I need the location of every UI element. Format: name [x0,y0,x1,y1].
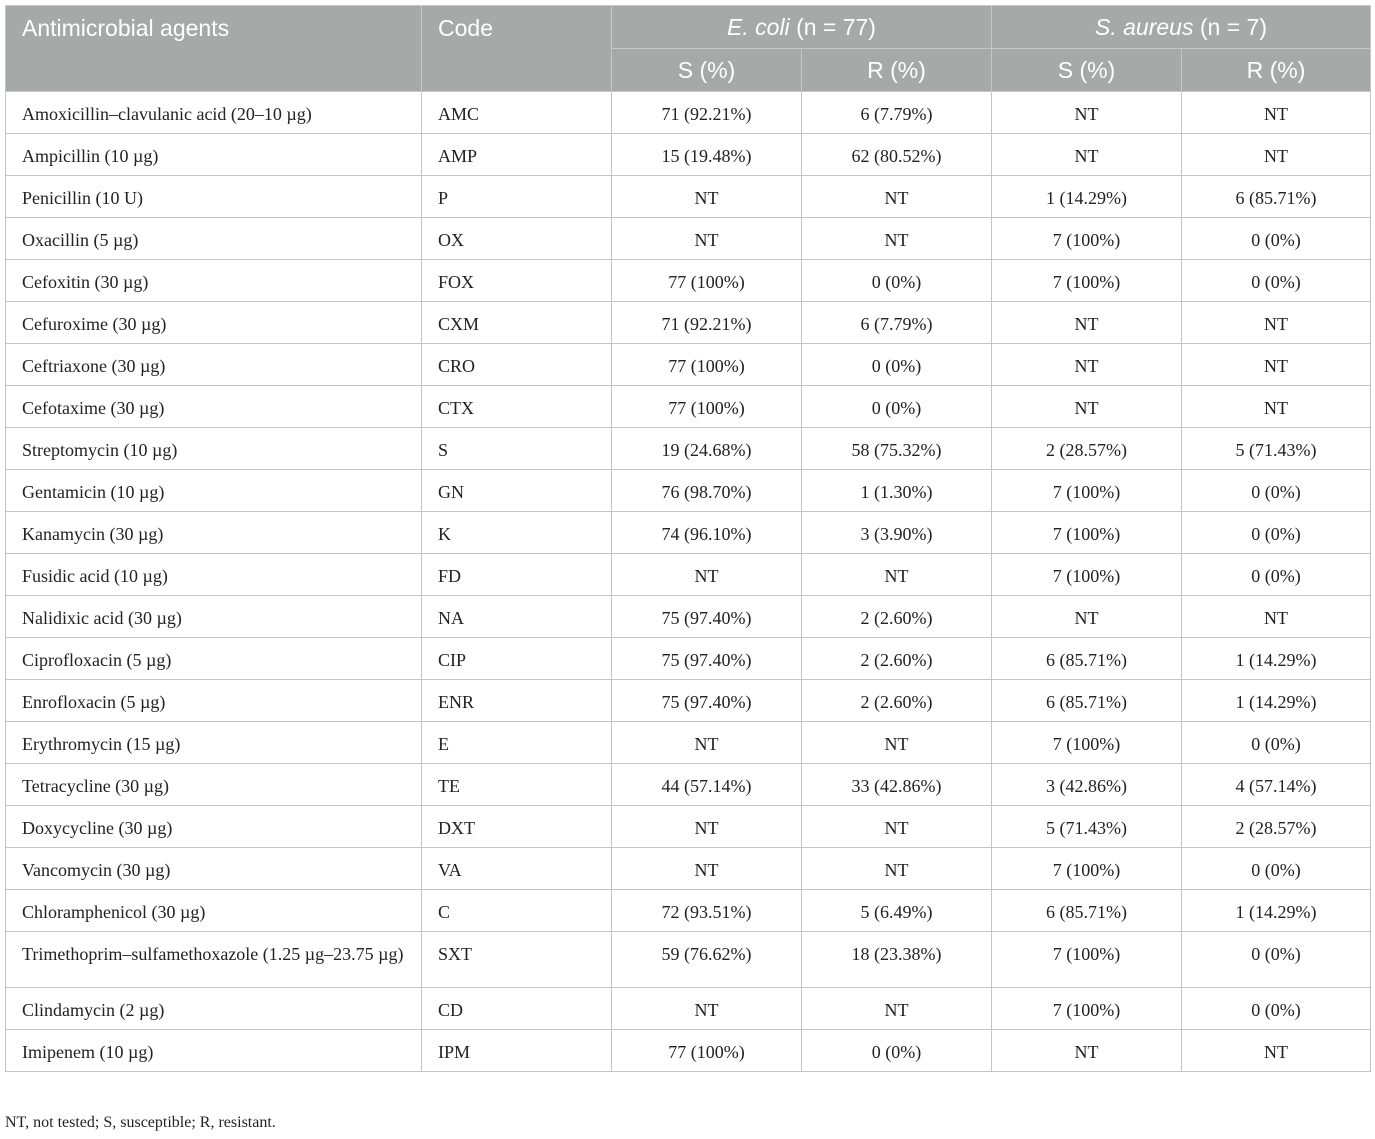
code-cell: VA [422,848,612,890]
code-cell: FOX [422,260,612,302]
table-row [6,344,1371,386]
ecoli-r-cell: NT [802,722,992,764]
header-antimicrobial-agents: Antimicrobial agents [6,6,422,92]
ecoli-r-cell: 0 (0%) [802,1030,992,1072]
ecoli-r-cell: 1 (1.30%) [802,470,992,512]
saureus-s-cell: NT [992,1030,1182,1072]
table-row [6,428,1371,470]
saureus-s-cell: NT [992,92,1182,134]
agent-cell: Ceftriaxone (30 µg) [6,344,422,386]
agent-cell: Enrofloxacin (5 µg) [6,680,422,722]
ecoli-s-cell: 76 (98.70%) [612,470,802,512]
agent-cell: Trimethoprim–sulfamethoxazole (1.25 µg–23.75 µg) [6,932,422,988]
table-row [6,92,1371,134]
table-row [6,988,1371,1030]
table-row [6,806,1371,848]
saureus-s-cell: NT [992,134,1182,176]
table-row [6,1030,1371,1072]
code-cell: CRO [422,344,612,386]
ecoli-r-cell: 6 (7.79%) [802,92,992,134]
agent-cell: Kanamycin (30 µg) [6,512,422,554]
saureus-r-cell: NT [1182,134,1371,176]
code-cell: E [422,722,612,764]
code-cell: CTX [422,386,612,428]
saureus-s-cell: 7 (100%) [992,470,1182,512]
table-row [6,554,1371,596]
table-row [6,386,1371,428]
code-cell: IPM [422,1030,612,1072]
saureus-r-cell: NT [1182,344,1371,386]
ecoli-s-cell: NT [612,848,802,890]
agent-cell: Streptomycin (10 µg) [6,428,422,470]
saureus-s-cell: 7 (100%) [992,218,1182,260]
agent-cell: Ciprofloxacin (5 µg) [6,638,422,680]
saureus-r-cell: 0 (0%) [1182,848,1371,890]
saureus-r-cell: 0 (0%) [1182,260,1371,302]
saureus-s-cell: 6 (85.71%) [992,680,1182,722]
saureus-r-cell: NT [1182,92,1371,134]
saureus-s-cell: 7 (100%) [992,988,1182,1030]
saureus-s-cell: 2 (28.57%) [992,428,1182,470]
saureus-r-cell: NT [1182,302,1371,344]
code-cell: GN [422,470,612,512]
table-row [6,764,1371,806]
header-ecoli-r: R (%) [802,49,992,92]
ecoli-s-cell: 77 (100%) [612,1030,802,1072]
header-code: Code [422,6,612,92]
header-ecoli-s: S (%) [612,49,802,92]
header-ecoli-group [612,6,992,49]
ecoli-r-cell: NT [802,988,992,1030]
saureus-s-cell: 5 (71.43%) [992,806,1182,848]
saureus-s-cell: NT [992,344,1182,386]
header-saureus-r: R (%) [1182,49,1371,92]
code-cell: CXM [422,302,612,344]
saureus-r-cell: 0 (0%) [1182,988,1371,1030]
susceptibility-table [5,5,1371,1072]
code-cell: SXT [422,932,612,988]
table-row [6,596,1371,638]
code-cell: S [422,428,612,470]
ecoli-s-cell: NT [612,176,802,218]
agent-cell: Nalidixic acid (30 µg) [6,596,422,638]
agent-cell: Erythromycin (15 µg) [6,722,422,764]
table-header [6,6,1371,92]
agent-cell: Penicillin (10 U) [6,176,422,218]
agent-cell: Cefuroxime (30 µg) [6,302,422,344]
table-footnote: NT, not tested; S, susceptible; R, resistant. [5,1114,276,1131]
table-row [6,176,1371,218]
ecoli-s-cell: 71 (92.21%) [612,92,802,134]
agent-cell: Clindamycin (2 µg) [6,988,422,1030]
saureus-name: S. aureus [1095,13,1194,40]
agent-cell: Ampicillin (10 µg) [6,134,422,176]
ecoli-s-cell: 77 (100%) [612,260,802,302]
ecoli-r-cell: 18 (23.38%) [802,932,992,988]
saureus-r-cell: 0 (0%) [1182,470,1371,512]
table-row [6,848,1371,890]
saureus-s-cell: 6 (85.71%) [992,890,1182,932]
code-cell: FD [422,554,612,596]
table-row [6,890,1371,932]
agent-cell: Fusidic acid (10 µg) [6,554,422,596]
ecoli-s-cell: 75 (97.40%) [612,596,802,638]
saureus-s-cell: NT [992,302,1182,344]
saureus-s-cell: 1 (14.29%) [992,176,1182,218]
code-cell: AMC [422,92,612,134]
saureus-r-cell: NT [1182,1030,1371,1072]
saureus-s-cell: 6 (85.71%) [992,638,1182,680]
ecoli-s-cell: 77 (100%) [612,386,802,428]
saureus-s-cell: 7 (100%) [992,932,1182,988]
agent-cell: Tetracycline (30 µg) [6,764,422,806]
agent-cell: Amoxicillin–clavulanic acid (20–10 µg) [6,92,422,134]
code-cell: C [422,890,612,932]
saureus-r-cell: NT [1182,596,1371,638]
ecoli-count: (n = 77) [796,13,876,40]
table-row [6,134,1371,176]
ecoli-r-cell: 33 (42.86%) [802,764,992,806]
code-cell: K [422,512,612,554]
saureus-r-cell: 0 (0%) [1182,218,1371,260]
ecoli-s-cell: 75 (97.40%) [612,638,802,680]
saureus-r-cell: 1 (14.29%) [1182,638,1371,680]
ecoli-r-cell: 0 (0%) [802,260,992,302]
ecoli-r-cell: 62 (80.52%) [802,134,992,176]
ecoli-r-cell: 2 (2.60%) [802,596,992,638]
saureus-r-cell: 2 (28.57%) [1182,806,1371,848]
ecoli-s-cell: 44 (57.14%) [612,764,802,806]
agent-cell: Vancomycin (30 µg) [6,848,422,890]
ecoli-s-cell: 59 (76.62%) [612,932,802,988]
table-row [6,638,1371,680]
saureus-s-cell: NT [992,596,1182,638]
agent-cell: Cefotaxime (30 µg) [6,386,422,428]
ecoli-r-cell: NT [802,806,992,848]
ecoli-r-cell: 0 (0%) [802,344,992,386]
saureus-s-cell: NT [992,386,1182,428]
ecoli-r-cell: 6 (7.79%) [802,302,992,344]
table-row [6,722,1371,764]
table-row [6,680,1371,722]
ecoli-s-cell: 74 (96.10%) [612,512,802,554]
ecoli-s-cell: 77 (100%) [612,344,802,386]
saureus-r-cell: 0 (0%) [1182,932,1371,988]
ecoli-s-cell: 71 (92.21%) [612,302,802,344]
code-cell: NA [422,596,612,638]
agent-cell: Gentamicin (10 µg) [6,470,422,512]
saureus-s-cell: 7 (100%) [992,554,1182,596]
ecoli-s-cell: NT [612,806,802,848]
ecoli-s-cell: NT [612,988,802,1030]
saureus-count: (n = 7) [1199,13,1267,40]
ecoli-r-cell: 5 (6.49%) [802,890,992,932]
saureus-r-cell: 0 (0%) [1182,512,1371,554]
ecoli-r-cell: NT [802,176,992,218]
code-cell: P [422,176,612,218]
ecoli-r-cell: 3 (3.90%) [802,512,992,554]
code-cell: CIP [422,638,612,680]
agent-cell: Oxacillin (5 µg) [6,218,422,260]
ecoli-s-cell: NT [612,554,802,596]
saureus-r-cell: 1 (14.29%) [1182,890,1371,932]
saureus-s-cell: 7 (100%) [992,260,1182,302]
saureus-s-cell: 7 (100%) [992,848,1182,890]
saureus-r-cell: 1 (14.29%) [1182,680,1371,722]
ecoli-r-cell: 2 (2.60%) [802,680,992,722]
ecoli-r-cell: 0 (0%) [802,386,992,428]
saureus-s-cell: 7 (100%) [992,722,1182,764]
ecoli-s-cell: NT [612,722,802,764]
table-row [6,218,1371,260]
agent-cell: Cefoxitin (30 µg) [6,260,422,302]
ecoli-s-cell: 72 (93.51%) [612,890,802,932]
agent-cell: Doxycycline (30 µg) [6,806,422,848]
saureus-r-cell: NT [1182,386,1371,428]
saureus-r-cell: 6 (85.71%) [1182,176,1371,218]
ecoli-name: E. coli [727,13,790,40]
table-row [6,302,1371,344]
ecoli-s-cell: 15 (19.48%) [612,134,802,176]
table-row [6,512,1371,554]
ecoli-r-cell: NT [802,554,992,596]
table-body [6,92,1371,1072]
agent-cell: Chloramphenicol (30 µg) [6,890,422,932]
code-cell: CD [422,988,612,1030]
saureus-s-cell: 7 (100%) [992,512,1182,554]
saureus-r-cell: 0 (0%) [1182,722,1371,764]
table-row [6,260,1371,302]
ecoli-s-cell: 75 (97.40%) [612,680,802,722]
table-row [6,932,1371,988]
saureus-s-cell: 3 (42.86%) [992,764,1182,806]
code-cell: OX [422,218,612,260]
table-row [6,470,1371,512]
saureus-r-cell: 4 (57.14%) [1182,764,1371,806]
code-cell: DXT [422,806,612,848]
saureus-r-cell: 5 (71.43%) [1182,428,1371,470]
code-cell: ENR [422,680,612,722]
ecoli-r-cell: 58 (75.32%) [802,428,992,470]
ecoli-r-cell: NT [802,848,992,890]
ecoli-r-cell: 2 (2.60%) [802,638,992,680]
saureus-r-cell: 0 (0%) [1182,554,1371,596]
ecoli-s-cell: 19 (24.68%) [612,428,802,470]
ecoli-r-cell: NT [802,218,992,260]
code-cell: AMP [422,134,612,176]
code-cell: TE [422,764,612,806]
ecoli-s-cell: NT [612,218,802,260]
header-saureus-s: S (%) [992,49,1182,92]
agent-cell: Imipenem (10 µg) [6,1030,422,1072]
header-saureus-group [992,6,1371,49]
